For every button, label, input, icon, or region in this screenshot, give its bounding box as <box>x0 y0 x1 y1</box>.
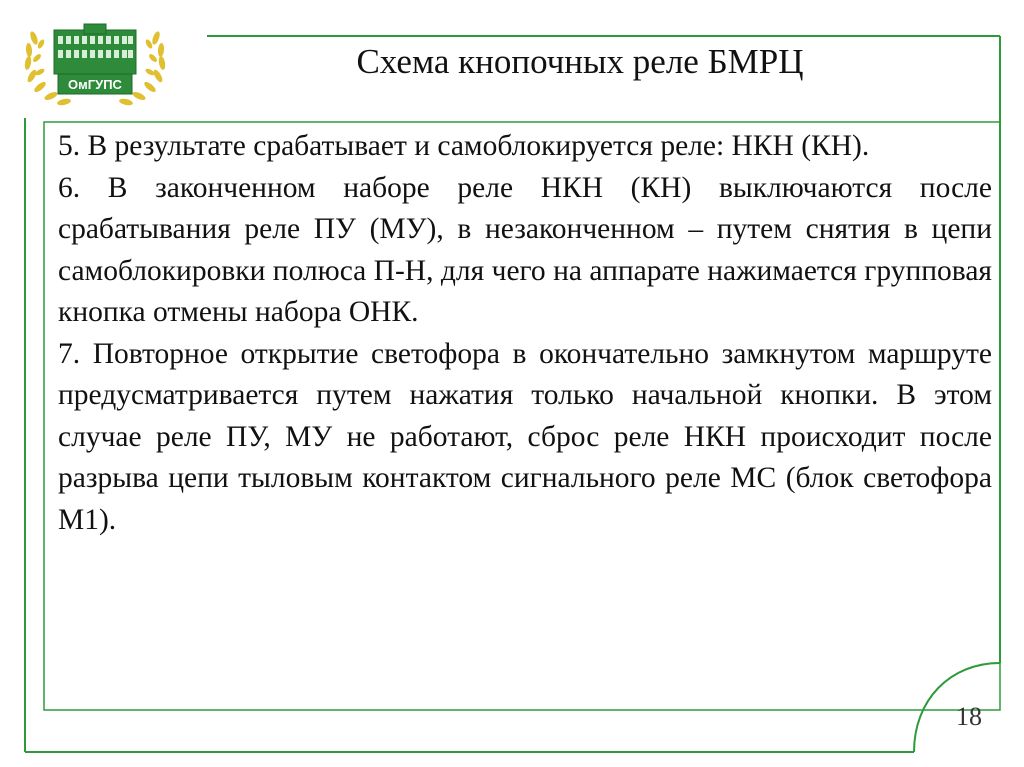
content-text <box>58 126 992 541</box>
page-number: 18 <box>956 702 982 731</box>
paragraph: 6. В законченном наборе реле НКН (КН) выключаются после срабатывания реле ПУ (МУ), в незаконченном – путем снятия в цепи самоблокировки полюса П-Н, для чего на аппарате нажимается групповая кнопка отмены набора ОНК. <box>58 171 992 328</box>
logo-text: ОмГУПС <box>68 77 122 92</box>
paragraph: 7. Повторное открытие светофора в окончательно замкнутом маршруте предусматривается путем нажатия только начальной кнопки. В этом случае реле ПУ, МУ не работают, сброс реле НКН происходит после разрыва цепи тыловым контактом сигнального реле МС (блок светофора М1). <box>58 337 992 536</box>
university-logo <box>20 16 170 114</box>
slide-title: Схема кнопочных реле БМРЦ <box>356 42 804 81</box>
omgups-emblem-icon <box>20 16 170 114</box>
paragraph: 5. В результате срабатывает и самоблокируется реле: НКН (КН). <box>58 130 870 162</box>
